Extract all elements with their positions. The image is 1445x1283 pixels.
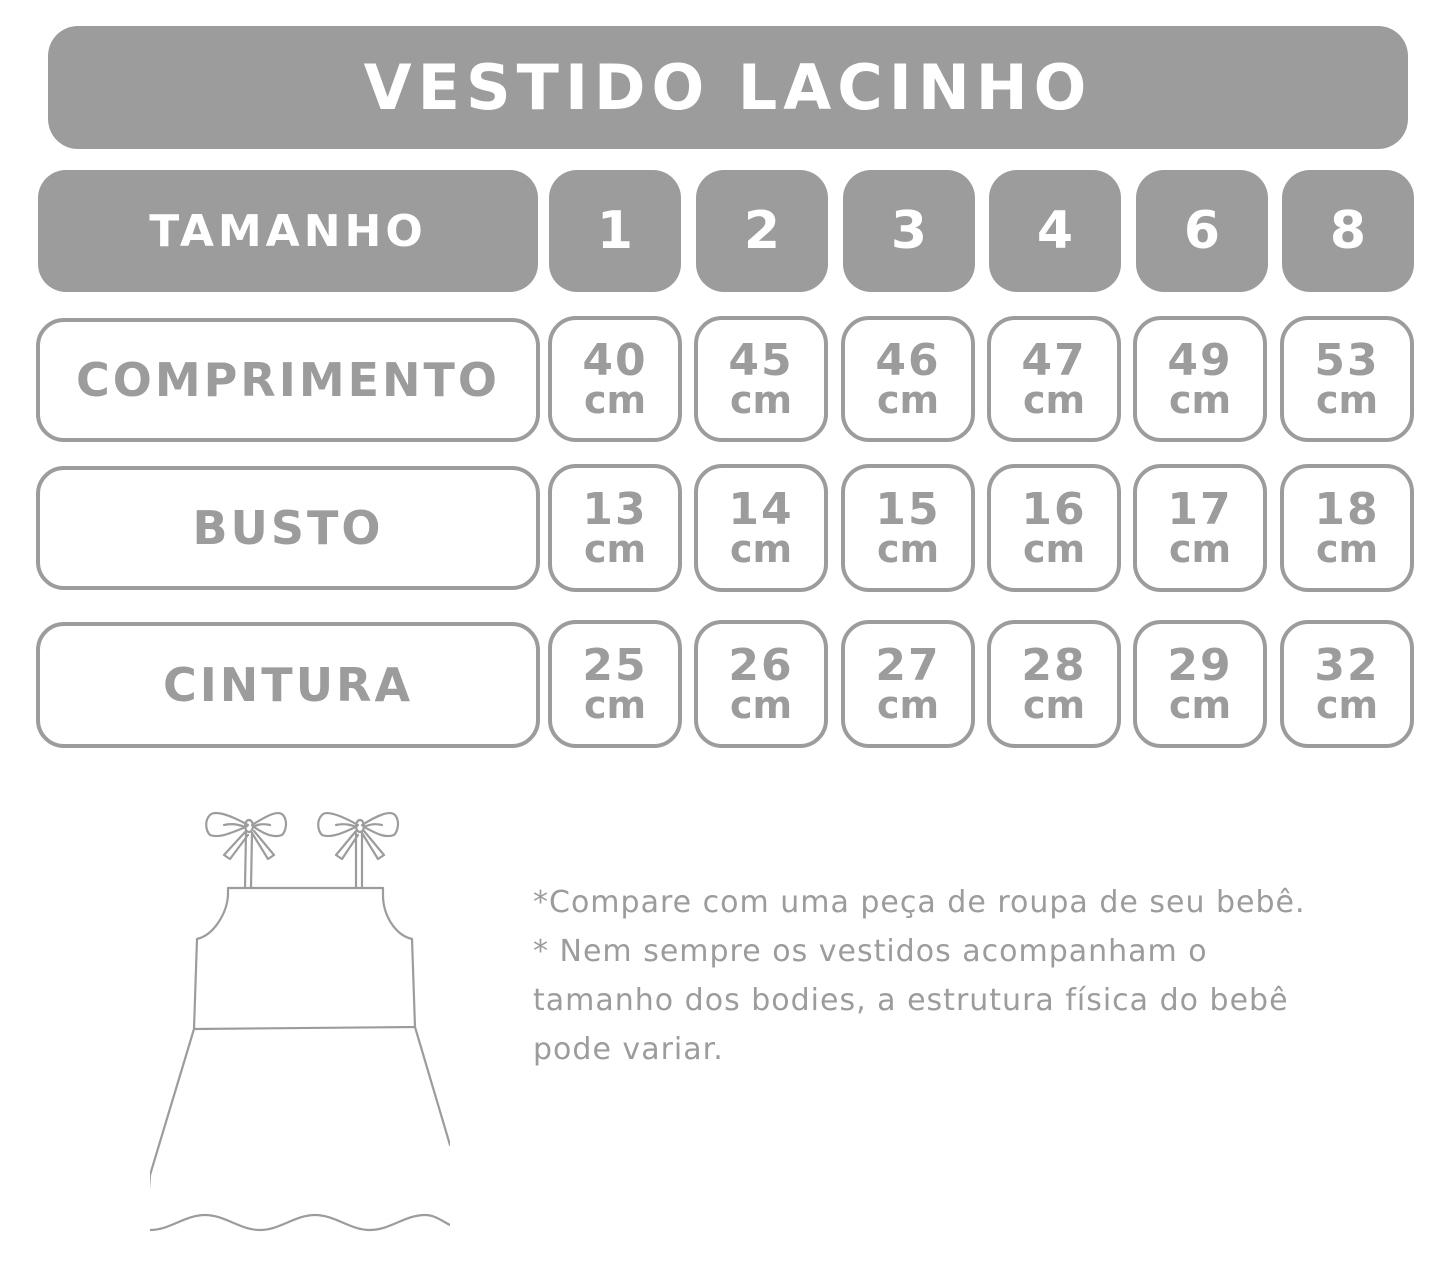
note-compare: *Compare com uma peça de roupa de seu bebê.: [533, 885, 1306, 920]
size-number: 6: [1183, 201, 1221, 261]
cell-value: 40: [582, 335, 648, 386]
cell-value: 49: [1167, 335, 1233, 386]
size-header-4: [989, 170, 1121, 292]
table-cell: [694, 464, 828, 592]
row-label-text: CINTURA: [162, 658, 414, 712]
table-cell: [548, 620, 682, 748]
cell-value: 13: [582, 484, 648, 535]
row-label-text: BUSTO: [192, 501, 384, 555]
size-number: 1: [596, 201, 634, 261]
page-title: VESTIDO LACINHO: [363, 51, 1093, 124]
cell-unit: cm: [1168, 378, 1232, 422]
cell-value: 46: [875, 335, 941, 386]
note-variation: * Nem sempre os vestidos acompanham o tamanho dos bodies, a estrutura física do bebê pode variar.: [533, 934, 1289, 1067]
table-cell: [548, 316, 682, 442]
size-header-1: [549, 170, 681, 292]
cell-value: 25: [582, 640, 648, 691]
size-number: 2: [743, 201, 781, 261]
table-cell: [1133, 464, 1267, 592]
cell-unit: cm: [1168, 683, 1232, 727]
cell-unit: cm: [1022, 378, 1086, 422]
cell-value: 18: [1314, 484, 1380, 535]
table-cell: [694, 316, 828, 442]
table-cell: [1280, 620, 1414, 748]
table-cell: [1133, 316, 1267, 442]
table-cell: [987, 620, 1121, 748]
size-number: 8: [1329, 201, 1367, 261]
table-cell: [548, 464, 682, 592]
row-label-cintura: [36, 622, 540, 748]
table-cell: [841, 316, 975, 442]
row-label-text: COMPRIMENTO: [75, 353, 501, 407]
size-header-2: [696, 170, 828, 292]
cell-value: 47: [1021, 335, 1087, 386]
cell-unit: cm: [876, 527, 940, 571]
cell-value: 53: [1314, 335, 1380, 386]
cell-unit: cm: [1168, 527, 1232, 571]
table-cell: [1133, 620, 1267, 748]
size-header-3: [843, 170, 975, 292]
size-number: 3: [890, 201, 928, 261]
cell-value: 16: [1021, 484, 1087, 535]
dress-illustration: [150, 795, 450, 1235]
row-label-busto: [36, 466, 540, 590]
table-cell: [841, 620, 975, 748]
right-bow: [318, 813, 398, 887]
left-bow: [206, 813, 286, 887]
cell-unit: cm: [583, 378, 647, 422]
size-header-8: [1282, 170, 1414, 292]
row-label-comprimento: [36, 318, 540, 442]
cell-unit: cm: [583, 683, 647, 727]
size-number: 4: [1036, 201, 1074, 261]
cell-unit: cm: [729, 683, 793, 727]
table-cell: [987, 464, 1121, 592]
table-cell: [1280, 316, 1414, 442]
header-size-label-box: [38, 170, 538, 292]
cell-unit: cm: [1022, 683, 1086, 727]
cell-value: 17: [1167, 484, 1233, 535]
table-cell: [987, 316, 1121, 442]
table-cell: [694, 620, 828, 748]
cell-value: 26: [728, 640, 794, 691]
cell-unit: cm: [1315, 378, 1379, 422]
cell-value: 15: [875, 484, 941, 535]
cell-unit: cm: [1022, 527, 1086, 571]
table-cell: [841, 464, 975, 592]
size-header-6: [1136, 170, 1268, 292]
cell-value: 28: [1021, 640, 1087, 691]
cell-value: 14: [728, 484, 794, 535]
cell-value: 32: [1314, 640, 1380, 691]
cell-unit: cm: [1315, 683, 1379, 727]
header-size-label: TAMANHO: [149, 205, 427, 257]
cell-unit: cm: [876, 683, 940, 727]
cell-value: 45: [728, 335, 794, 386]
cell-unit: cm: [729, 378, 793, 422]
dress-with-bow-straps-icon: [150, 795, 450, 1235]
cell-unit: cm: [583, 527, 647, 571]
cell-unit: cm: [729, 527, 793, 571]
cell-value: 27: [875, 640, 941, 691]
title-banner: [48, 26, 1408, 149]
size-notes: [533, 878, 1353, 1074]
table-cell: [1280, 464, 1414, 592]
cell-unit: cm: [1315, 527, 1379, 571]
cell-value: 29: [1167, 640, 1233, 691]
cell-unit: cm: [876, 378, 940, 422]
